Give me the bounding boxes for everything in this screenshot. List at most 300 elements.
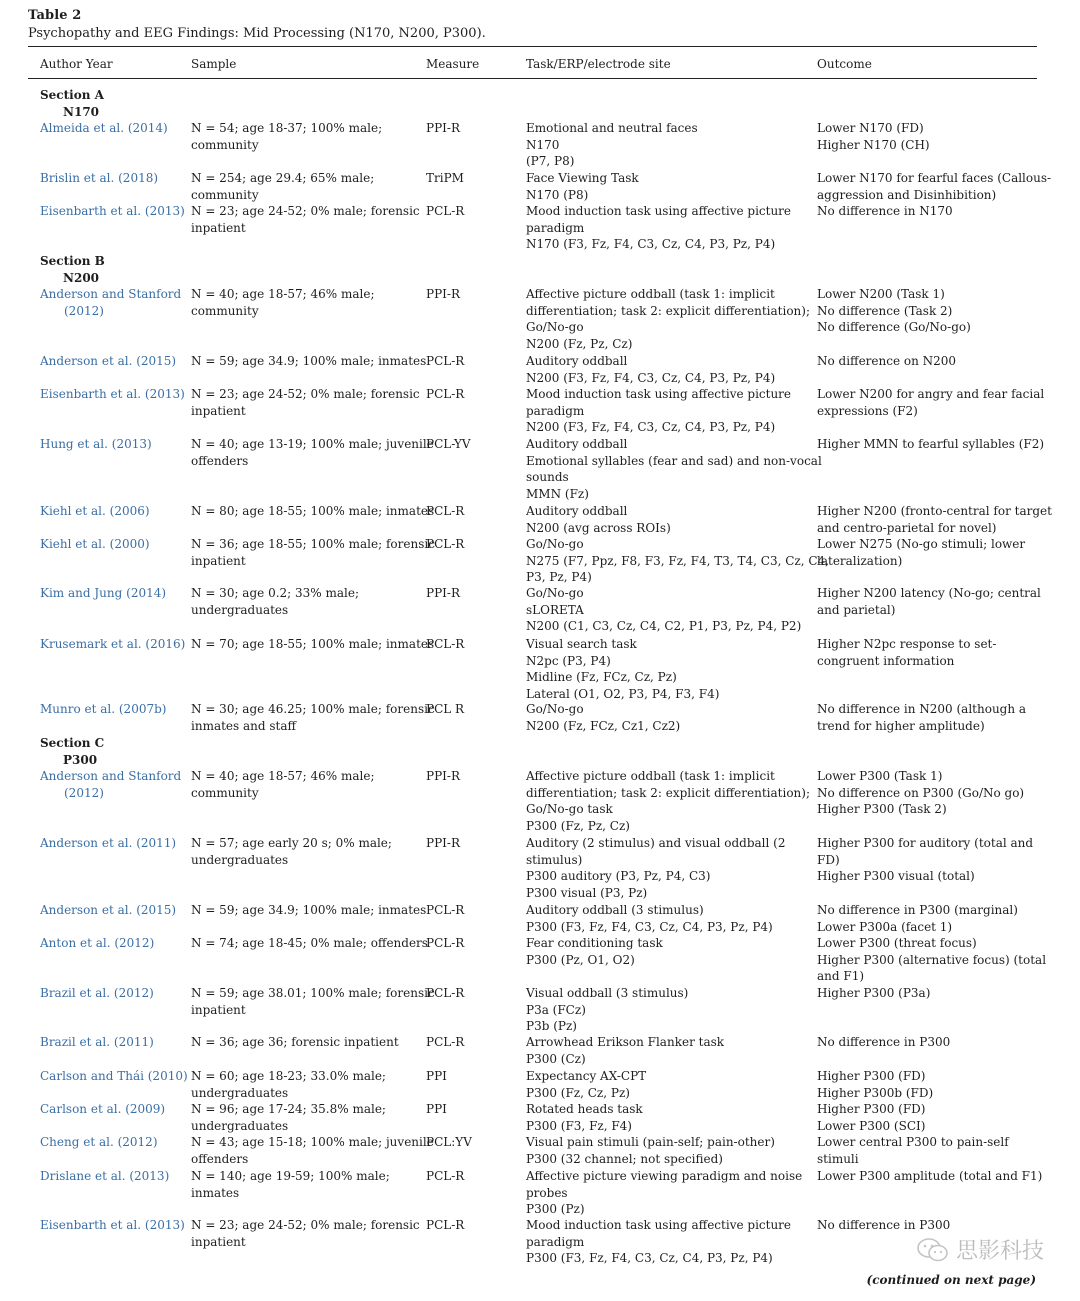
cell-sample — [191, 1068, 417, 1101]
sample-line: N = 74; age 18-45; 0% male; offenders — [191, 936, 428, 950]
cell-sample — [191, 835, 417, 868]
task-line: N170 (F3, Fz, F4, C3, Cz, C4, P3, Pz, P4) — [526, 237, 776, 252]
outcome-line: No difference in P300 (marginal) — [817, 903, 1018, 917]
outcome-line: Lower central P300 to pain-self — [817, 1135, 1009, 1149]
cell-sample — [191, 768, 417, 801]
task-line: P300 visual (P3, Pz) — [526, 885, 648, 900]
author-line[interactable]: Krusemark et al. (2016) — [40, 637, 186, 651]
task-line: P300 (F3, Fz, F4, C3, Cz, C4, P3, Pz, P4) — [526, 1251, 773, 1266]
measure-line: PPI — [426, 1102, 447, 1116]
measure-line: PCL-R — [426, 637, 465, 651]
cell-author[interactable] — [40, 768, 180, 801]
sample-line: N = 57; age early 20 s; 0% male; — [191, 836, 392, 850]
sample-line: N = 96; age 17-24; 35.8% male; — [191, 1102, 386, 1116]
author-line[interactable]: Anderson et al. (2011) — [40, 836, 177, 850]
outcome-line: trend for higher amplitude) — [817, 718, 985, 733]
task-line: paradigm — [526, 1234, 585, 1249]
cell-measure — [426, 386, 516, 403]
cell-outcome — [817, 1101, 1037, 1134]
outcome-line: No difference on P300 (Go/No go) — [817, 785, 1025, 800]
sample-line: community — [191, 137, 259, 152]
cell-task — [526, 1168, 811, 1218]
cell-task — [526, 585, 811, 635]
outcome-line: Higher P300 (FD) — [817, 1069, 926, 1083]
cell-author[interactable] — [40, 835, 180, 852]
outcome-line: No difference (Task 2) — [817, 303, 953, 318]
cell-task — [526, 1217, 811, 1267]
cell-task — [526, 1068, 811, 1101]
cell-author[interactable] — [40, 1101, 180, 1118]
task-line: differentiation; task 2: explicit differentiation); — [526, 303, 810, 318]
author-line[interactable]: Almeida et al. (2014) — [40, 121, 168, 135]
author-line[interactable]: Cheng et al. (2012) — [40, 1135, 158, 1149]
task-line: Affective picture oddball (task 1: implicit — [526, 287, 775, 301]
author-line[interactable]: Eisenbarth et al. (2013) — [40, 387, 185, 401]
header-outcome: Outcome — [817, 57, 872, 71]
measure-line: PCL-R — [426, 1035, 465, 1049]
cell-author[interactable] — [40, 286, 180, 319]
cell-task — [526, 1134, 811, 1167]
cell-author[interactable] — [40, 120, 180, 137]
cell-measure — [426, 203, 516, 220]
cell-measure — [426, 1101, 516, 1118]
sample-line: N = 23; age 24-52; 0% male; forensic — [191, 1218, 420, 1232]
cell-author[interactable] — [40, 170, 180, 187]
outcome-line: Lower P300a (facet 1) — [817, 919, 953, 934]
cell-author[interactable] — [40, 353, 180, 370]
author-line[interactable]: Kiehl et al. (2006) — [40, 504, 150, 518]
cell-measure — [426, 935, 516, 952]
measure-line: PPI-R — [426, 769, 460, 783]
outcome-line: No difference (Go/No-go) — [817, 320, 971, 335]
cell-author[interactable] — [40, 386, 185, 403]
task-line: (P7, P8) — [526, 154, 575, 169]
task-line: Visual oddball (3 stimulus) — [526, 986, 689, 1000]
section-c-sub: P300 — [63, 753, 98, 767]
header-rule — [28, 78, 1037, 79]
sample-line: inpatient — [191, 553, 246, 568]
cell-sample — [191, 203, 420, 236]
cell-author[interactable] — [40, 902, 180, 919]
cell-author[interactable] — [40, 585, 180, 602]
cell-sample — [191, 120, 417, 153]
cell-sample — [191, 1217, 420, 1250]
cell-sample — [191, 1034, 417, 1051]
cell-sample — [191, 386, 420, 419]
cell-outcome — [817, 503, 1052, 536]
cell-task — [526, 935, 811, 968]
cell-measure — [426, 768, 516, 785]
task-line: Go/No-go — [526, 586, 584, 600]
measure-line: PCL-R — [426, 504, 465, 518]
task-line: Fear conditioning task — [526, 936, 663, 950]
outcome-line: No difference on N200 — [817, 354, 957, 368]
outcome-line: No difference in N170 — [817, 204, 953, 218]
task-line: Emotional and neutral faces — [526, 121, 698, 135]
outcome-line: and parietal) — [817, 602, 896, 617]
cell-sample — [191, 436, 434, 469]
cell-task — [526, 1034, 811, 1067]
cell-outcome — [817, 1134, 1037, 1167]
cell-author[interactable] — [40, 1068, 188, 1085]
measure-line: PCL-R — [426, 354, 465, 368]
outcome-line: and centro-parietal for novel) — [817, 520, 997, 535]
cell-outcome — [817, 985, 1037, 1002]
cell-measure — [426, 503, 516, 520]
outcome-line: Lower P300 amplitude (total and F1) — [817, 1169, 1043, 1183]
wechat-icon — [916, 1237, 950, 1263]
task-line: stimulus) — [526, 852, 583, 867]
cell-task — [526, 536, 829, 586]
cell-task — [526, 835, 811, 901]
measure-line: PPI-R — [426, 836, 460, 850]
measure-line: PCL-R — [426, 204, 465, 218]
cell-outcome — [817, 701, 1037, 734]
cell-measure — [426, 701, 516, 718]
table-caption-title: Table 2 — [28, 8, 82, 23]
outcome-line: Lower P300 (Task 1) — [817, 769, 943, 783]
task-line: P300 (Pz) — [526, 1202, 585, 1217]
cell-measure — [426, 902, 516, 919]
sample-line: undergraduates — [191, 1118, 289, 1133]
cell-author[interactable] — [40, 203, 185, 220]
cell-sample — [191, 1168, 417, 1201]
cell-task — [526, 120, 811, 170]
task-line: Visual search task — [526, 637, 637, 651]
sample-line: N = 43; age 15-18; 100% male; juvenile — [191, 1135, 434, 1149]
sample-line: N = 140; age 19-59; 100% male; — [191, 1169, 390, 1183]
section-a-sub: N170 — [63, 105, 100, 119]
sample-line: inmates and staff — [191, 718, 297, 733]
task-line: P300 (Cz) — [526, 1051, 586, 1066]
cell-author[interactable] — [40, 985, 180, 1002]
cell-outcome — [817, 768, 1037, 818]
cell-sample — [191, 286, 417, 319]
sample-line: offenders — [191, 1151, 249, 1166]
author-line[interactable]: Eisenbarth et al. (2013) — [40, 1218, 185, 1232]
sample-line: undergraduates — [191, 852, 289, 867]
section-c-label: Section C — [40, 736, 105, 750]
cell-task — [526, 386, 811, 436]
task-line: P300 (F3, Fz, F4, C3, Cz, C4, P3, Pz, P4) — [526, 919, 773, 934]
cell-outcome — [817, 120, 1037, 153]
author-line[interactable]: (2012) — [64, 785, 104, 800]
cell-author[interactable] — [40, 1034, 180, 1051]
outcome-line: Higher MMN to fearful syllables (F2) — [817, 437, 1045, 451]
cell-sample — [191, 1101, 417, 1134]
sample-line: N = 40; age 13-19; 100% male; juvenile — [191, 437, 434, 451]
cell-author[interactable] — [40, 436, 180, 453]
outcome-line: Higher P300 visual (total) — [817, 869, 975, 884]
header-author: Author Year — [40, 57, 113, 71]
cell-measure — [426, 1068, 516, 1085]
measure-line: PCL R — [426, 702, 465, 716]
task-line: Lateral (O1, O2, P3, P4, F3, F4) — [526, 686, 720, 701]
measure-line: PCL-R — [426, 903, 465, 917]
cell-outcome — [817, 935, 1047, 985]
task-line: Auditory oddball (3 stimulus) — [526, 903, 704, 917]
task-line: N200 (avg across ROIs) — [526, 520, 671, 535]
cell-task — [526, 902, 811, 935]
task-line: Mood induction task using affective picture — [526, 1218, 792, 1232]
sample-line: N = 59; age 38.01; 100% male; forensic — [191, 986, 435, 1000]
cell-task — [526, 503, 811, 536]
outcome-line: No difference in P300 — [817, 1035, 951, 1049]
sample-line: community — [191, 785, 259, 800]
cell-sample — [191, 701, 435, 734]
sample-line: inpatient — [191, 403, 246, 418]
author-line[interactable]: Munro et al. (2007b) — [40, 702, 167, 716]
author-line[interactable]: Drislane et al. (2013) — [40, 1169, 170, 1183]
task-line: Go/No-go — [526, 537, 584, 551]
task-line: sLORETA — [526, 602, 584, 617]
measure-line: PCL-R — [426, 1169, 465, 1183]
author-line[interactable]: Anderson et al. (2015) — [40, 354, 177, 368]
measure-line: TriPM — [426, 171, 464, 185]
cell-task — [526, 436, 822, 502]
continued-note: (continued on next page) — [866, 1273, 1036, 1287]
cell-outcome — [817, 170, 1052, 203]
sample-line: N = 23; age 24-52; 0% male; forensic — [191, 387, 420, 401]
outcome-line: congruent information — [817, 653, 955, 668]
author-line[interactable]: Brazil et al. (2011) — [40, 1035, 154, 1049]
author-line[interactable]: Brislin et al. (2018) — [40, 171, 159, 185]
cell-measure — [426, 170, 516, 187]
sample-line: inpatient — [191, 1002, 246, 1017]
task-line: Auditory oddball — [526, 437, 628, 451]
cell-author[interactable] — [40, 536, 180, 553]
task-line: N200 (Fz, Pz, Cz) — [526, 336, 633, 351]
sample-line: N = 80; age 18-55; 100% male; inmates — [191, 504, 435, 518]
cell-task — [526, 985, 811, 1035]
task-line: N200 (F3, Fz, F4, C3, Cz, C4, P3, Pz, P4) — [526, 420, 776, 435]
task-line: P300 (Pz, O1, O2) — [526, 952, 635, 967]
task-line: probes — [526, 1185, 568, 1200]
sample-line: inmates — [191, 1185, 240, 1200]
author-line[interactable]: Brazil et al. (2012) — [40, 986, 154, 1000]
task-line: Expectancy AX-CPT — [526, 1069, 647, 1083]
task-line: paradigm — [526, 220, 585, 235]
sample-line: N = 30; age 0.2; 33% male; — [191, 586, 360, 600]
cell-outcome — [817, 436, 1045, 453]
outcome-line: Higher P300 (P3a) — [817, 986, 931, 1000]
sample-line: N = 59; age 34.9; 100% male; inmates — [191, 354, 427, 368]
task-line: Arrowhead Erikson Flanker task — [526, 1035, 725, 1049]
measure-line: PCL-R — [426, 936, 465, 950]
cell-measure — [426, 536, 516, 553]
outcome-line: Lower N200 (Task 1) — [817, 287, 945, 301]
cell-measure — [426, 585, 516, 602]
outcome-line: lateralization) — [817, 553, 903, 568]
measure-line: PCL-R — [426, 387, 465, 401]
outcome-line: Lower N200 for angry and fear facial — [817, 387, 1045, 401]
cell-outcome — [817, 203, 1037, 220]
cell-sample — [191, 503, 435, 520]
cell-measure — [426, 985, 516, 1002]
sample-line: N = 23; age 24-52; 0% male; forensic — [191, 204, 420, 218]
measure-line: PPI-R — [426, 121, 460, 135]
cell-measure — [426, 120, 516, 137]
sample-line: N = 54; age 18-37; 100% male; — [191, 121, 383, 135]
outcome-line: No difference in N200 (although a — [817, 702, 1027, 716]
task-line: Visual pain stimuli (pain-self; pain-other) — [526, 1135, 775, 1149]
cell-measure — [426, 1168, 516, 1185]
cell-measure — [426, 286, 516, 303]
cell-sample — [191, 902, 427, 919]
cell-measure — [426, 1134, 516, 1151]
cell-sample — [191, 170, 417, 203]
task-line: Auditory (2 stimulus) and visual oddball (2 — [526, 836, 786, 850]
author-line[interactable]: Carlson and Thái (2010) — [40, 1069, 188, 1083]
outcome-line: Lower N170 for fearful faces (Callous- — [817, 171, 1052, 185]
cell-outcome — [817, 386, 1045, 419]
cell-sample — [191, 985, 435, 1018]
cell-sample — [191, 1134, 434, 1167]
task-line: P3a (FCz) — [526, 1002, 586, 1017]
author-line[interactable]: Kiehl et al. (2000) — [40, 537, 150, 551]
outcome-line: expressions (F2) — [817, 403, 918, 418]
task-line: Go/No-go — [526, 702, 584, 716]
task-line: Midline (Fz, FCz, Cz, Pz) — [526, 670, 677, 685]
cell-author[interactable] — [40, 636, 186, 653]
cell-task — [526, 636, 811, 702]
task-line: Go/No-go — [526, 320, 584, 335]
sample-line: N = 36; age 18-55; 100% male; forensic — [191, 537, 435, 551]
cell-outcome — [817, 835, 1037, 885]
outcome-line: FD) — [817, 852, 840, 867]
cell-author[interactable] — [40, 1134, 180, 1151]
task-line: N200 (C1, C3, Cz, C4, C2, P1, P3, Pz, P4, P2) — [526, 619, 802, 634]
cell-sample — [191, 935, 428, 952]
author-line[interactable]: Anton et al. (2012) — [40, 936, 155, 950]
task-line: Affective picture oddball (task 1: implicit — [526, 769, 775, 783]
cell-task — [526, 353, 811, 386]
task-line: Emotional syllables (fear and sad) and non-vocal — [526, 453, 822, 468]
measure-line: PCL-R — [426, 1218, 465, 1232]
author-line[interactable]: Kim and Jung (2014) — [40, 586, 167, 600]
task-line: Face Viewing Task — [526, 171, 639, 185]
task-line: MMN (Fz) — [526, 486, 589, 501]
outcome-line: Lower P300 (threat focus) — [817, 936, 977, 950]
task-line: N170 (P8) — [526, 187, 589, 202]
task-line: Affective picture viewing paradigm and noise — [526, 1169, 803, 1183]
measure-line: PPI-R — [426, 586, 460, 600]
task-line: Auditory oddball — [526, 504, 628, 518]
task-line: Rotated heads task — [526, 1102, 643, 1116]
task-line: P3b (Pz) — [526, 1019, 577, 1034]
sample-line: community — [191, 303, 259, 318]
header-row — [0, 55, 1080, 75]
outcome-line: aggression and Disinhibition) — [817, 187, 997, 202]
task-line: P300 (F3, Fz, F4) — [526, 1118, 632, 1133]
cell-measure — [426, 353, 516, 370]
task-line: P300 (Fz, Cz, Pz) — [526, 1085, 630, 1100]
author-line[interactable]: Anderson and Stanford — [40, 769, 182, 783]
watermark-text: 思影科技 — [955, 1239, 1044, 1264]
cell-author[interactable] — [40, 1217, 185, 1234]
cell-author[interactable] — [40, 1168, 180, 1185]
outcome-line: No difference in P300 — [817, 1218, 951, 1232]
cell-task — [526, 768, 811, 834]
measure-line: PCL:YV — [426, 1135, 472, 1149]
cell-outcome — [817, 536, 1037, 569]
measure-line: PPI — [426, 1069, 447, 1083]
sample-line: undergraduates — [191, 1085, 289, 1100]
cell-measure — [426, 835, 516, 852]
task-line: P300 (Fz, Pz, Cz) — [526, 818, 630, 833]
outcome-line: Higher N200 latency (No-go; central — [817, 586, 1041, 600]
sample-line: N = 30; age 46.25; 100% male; forensic — [191, 702, 435, 716]
cell-outcome — [817, 585, 1041, 618]
measure-line: PCL-YV — [426, 437, 471, 451]
outcome-line: and F1) — [817, 969, 865, 984]
sample-line: N = 59; age 34.9; 100% male; inmates — [191, 903, 427, 917]
header-sample: Sample — [191, 57, 237, 71]
cell-sample — [191, 585, 417, 618]
cell-task — [526, 1101, 811, 1134]
outcome-line: Lower P300 (SCI) — [817, 1118, 926, 1133]
author-line[interactable]: (2012) — [64, 303, 104, 318]
cell-task — [526, 701, 811, 734]
cell-outcome — [817, 1168, 1043, 1185]
cell-sample — [191, 536, 435, 569]
outcome-line: Higher P300 (Task 2) — [817, 802, 947, 817]
author-line[interactable]: Anderson and Stanford — [40, 287, 182, 301]
task-line: differentiation; task 2: explicit differentiation); — [526, 785, 810, 800]
task-line: Auditory oddball — [526, 354, 628, 368]
author-line[interactable]: Carlson et al. (2009) — [40, 1102, 166, 1116]
sample-line: N = 60; age 18-23; 33.0% male; — [191, 1069, 386, 1083]
sample-line: inpatient — [191, 1234, 246, 1249]
table-caption-text: Psychopathy and EEG Findings: Mid Processing (N170, N200, P300). — [28, 26, 486, 41]
cell-outcome — [817, 902, 1037, 935]
outcome-line: Lower N275 (No-go stimuli; lower — [817, 537, 1026, 551]
top-rule — [28, 46, 1037, 47]
task-line: N200 (Fz, FCz, Cz1, Cz2) — [526, 718, 681, 733]
measure-line: PCL-R — [426, 986, 465, 1000]
cell-author[interactable] — [40, 503, 180, 520]
sample-line: N = 40; age 18-57; 46% male; — [191, 769, 375, 783]
header-task: Task/ERP/electrode site — [526, 57, 671, 71]
cell-task — [526, 286, 811, 352]
sample-line: N = 70; age 18-55; 100% male; inmates — [191, 637, 435, 651]
author-line[interactable]: Hung et al. (2013) — [40, 437, 152, 451]
outcome-line: Higher N2pc response to set- — [817, 637, 997, 651]
outcome-line: Higher P300 (FD) — [817, 1102, 926, 1116]
cell-measure — [426, 436, 516, 453]
sample-line: N = 254; age 29.4; 65% male; — [191, 171, 375, 185]
cell-author[interactable] — [40, 935, 180, 952]
task-line: P300 auditory (P3, Pz, P4, C3) — [526, 869, 711, 884]
outcome-line: Higher P300 for auditory (total and — [817, 836, 1034, 850]
outcome-line: Higher N200 (fronto-central for target — [817, 504, 1052, 518]
cell-author[interactable] — [40, 701, 180, 718]
author-line[interactable]: Anderson et al. (2015) — [40, 903, 177, 917]
author-line[interactable]: Eisenbarth et al. (2013) — [40, 204, 185, 218]
sample-line: N = 36; age 36; forensic inpatient — [191, 1035, 399, 1049]
outcome-line: Higher N170 (CH) — [817, 137, 930, 152]
task-line: N170 — [526, 137, 560, 152]
outcome-line: Higher P300b (FD) — [817, 1085, 934, 1100]
cell-task — [526, 203, 811, 253]
task-line: P3, Pz, P4) — [526, 570, 592, 585]
cell-outcome — [817, 353, 1037, 370]
cell-measure — [426, 1217, 516, 1234]
sample-line: offenders — [191, 453, 249, 468]
section-b-label: Section B — [40, 254, 105, 268]
task-line: P300 (32 channel; not specified) — [526, 1151, 723, 1166]
cell-task — [526, 170, 811, 203]
